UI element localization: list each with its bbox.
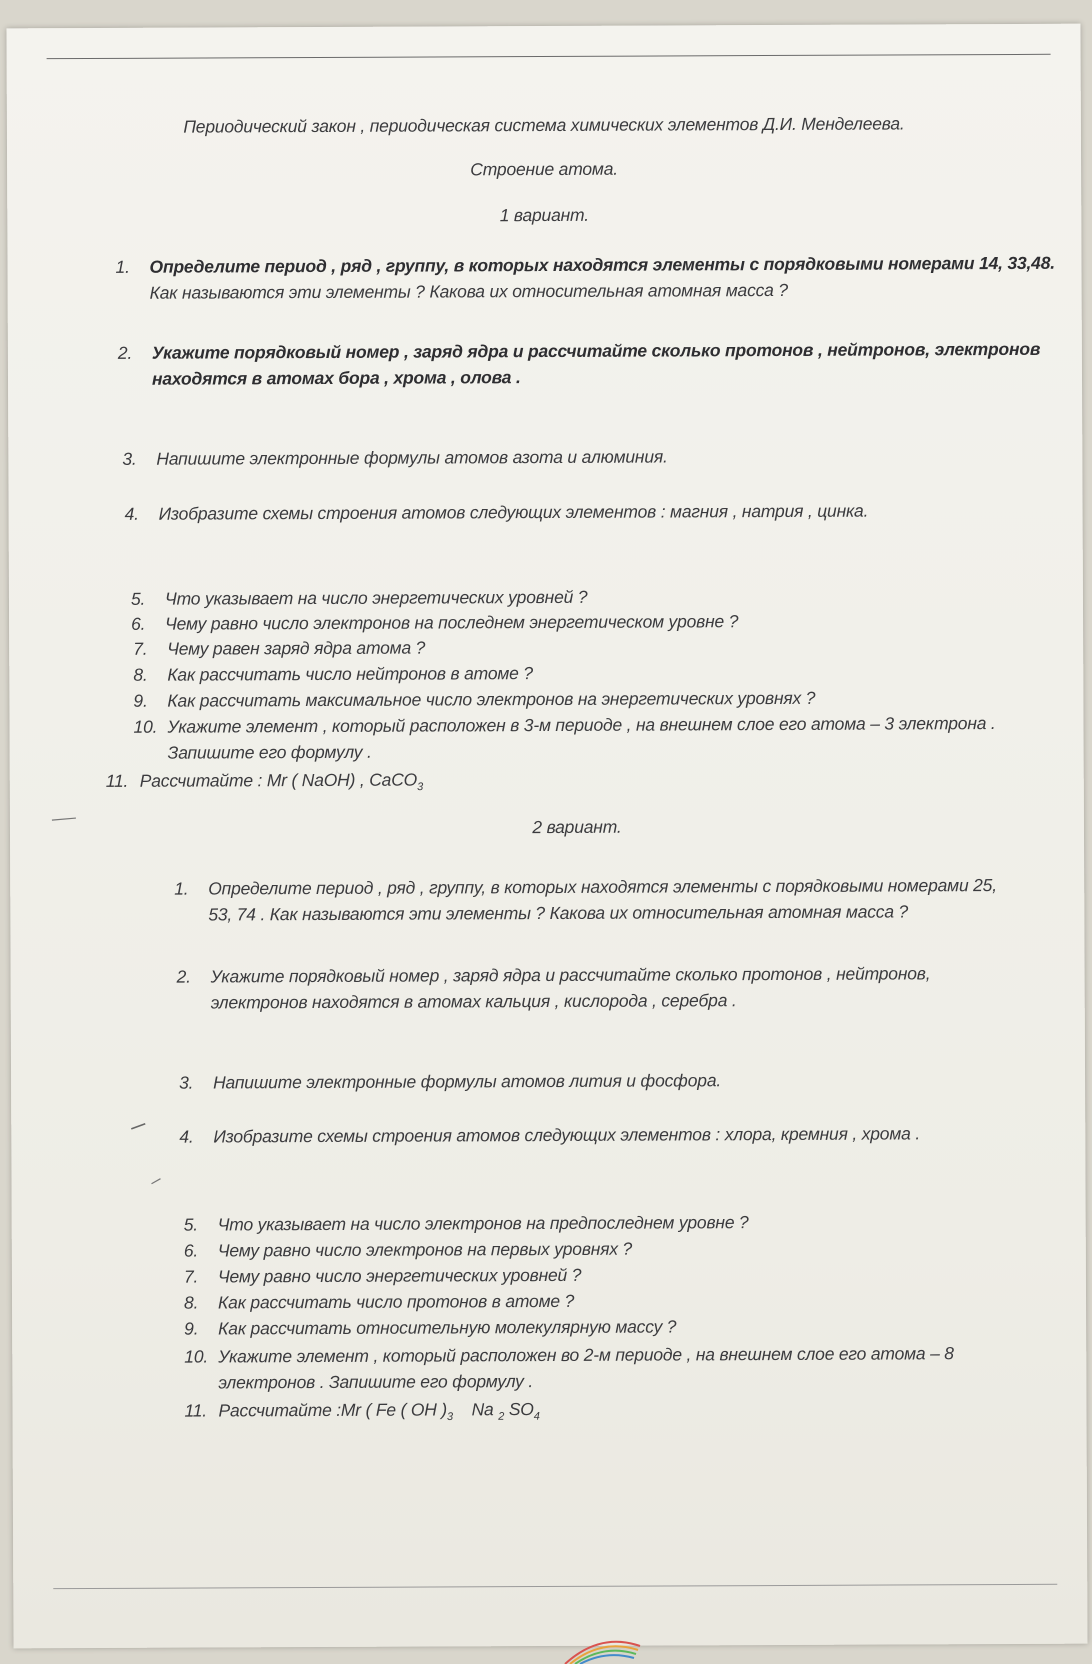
v2-q2-line2: электронов находятся в атомах кальция , кислорода , серебра . [210, 990, 737, 1013]
v2-q8: 8. Как рассчитать число протонов в атоме ? [183, 1290, 575, 1313]
margin-tick-mark [50, 814, 80, 824]
q-number: 11. [184, 1400, 207, 1421]
v2-q9: 9. Как рассчитать относительную молекулярную массу ? [184, 1316, 677, 1339]
q-number: 6. [131, 613, 146, 634]
v1-q7: 7. Чему равен заряд ядра атома ? [133, 637, 426, 659]
v1-q3: 3. Напишите электронные формулы атомов азота и алюминия. [122, 446, 668, 469]
q-number: 10. [133, 716, 158, 737]
v1-q1-line2: Как называются эти элементы ? Какова их относительная атомная масса ? [149, 279, 788, 303]
v1-q4: 4. Изобразите схемы строения атомов следующих элементов : магния , натрия , цинка. [124, 500, 869, 524]
v1-q8: 8. Как рассчитать число нейтронов в атоме ? [133, 663, 533, 685]
v2-q4: 4. Изобразите схемы строения атомов следующих элементов : хлора, кремния , хрома . [179, 1123, 921, 1147]
q-number: 11. [105, 770, 129, 791]
q-number: 5. [183, 1214, 198, 1235]
q-number: 1. [174, 878, 189, 899]
v1-q11: 11. Рассчитайте : Mr ( NaOH) , CaCO$_3$ [105, 769, 424, 794]
q-number: 1. [115, 256, 130, 277]
v1-q2-line1: 2. Укажите порядковый номер , заряд ядра и рассчитайте сколько протонов , нейтронов, электронов [117, 338, 1041, 363]
v1-q5: 5. Что указывает на число энергетических уровней ? [130, 586, 588, 609]
v2-q6: 6. Чему равно число электронов на первых уровнях ? [183, 1238, 633, 1261]
v2-q5: 5. Что указывает на число электронов на предпоследнем уровне ? [183, 1212, 749, 1235]
v2-q3: 3. Напишите электронные формулы атомов лития и фосфора. [179, 1070, 722, 1093]
v2-q2-line1: 2. Укажите порядковый номер , заряд ядра и рассчитайте сколько протонов , нейтронов, [176, 963, 931, 987]
page-title: Периодический закон , периодическая система химических элементов Д.И. Менделеева. [183, 113, 905, 137]
margin-tick-mark [129, 1120, 149, 1132]
v2-q11: 11. Рассчитайте :Mr ( Fe ( OH )$_3$ Na $_2$ $SO_4$ [184, 1399, 540, 1423]
underlying-sheet-logo [560, 1628, 680, 1664]
variant-2-heading: 2 вариант. [532, 816, 622, 838]
q-number: 9. [184, 1318, 199, 1339]
v2-q1-line2: 53, 74 . Как называются эти элементы ? Какова их относительная атомная масса ? [208, 901, 909, 925]
q-number: 3. [122, 448, 137, 469]
v1-q10-line2: Запишите его формулу . [167, 741, 372, 763]
q-number: 2. [176, 966, 191, 987]
v1-q1-line1: 1. Определите период , ряд , группу, в которых находятся элементы с порядковыми номерами 14, 33,48. [115, 252, 1055, 277]
v1-q9: 9. Как рассчитать максимальное число электронов на энергетических уровнях ? [133, 687, 816, 711]
q-number: 3. [179, 1072, 194, 1093]
v2-q10-line2: электронов . Запишите его формулу . [218, 1371, 534, 1393]
q-number: 9. [133, 690, 148, 711]
top-rule [47, 54, 1051, 59]
v1-q2-line2: находятся в атомах бора , хрома , олова . [151, 367, 521, 389]
v2-q7: 7. Чему равно число энергетических уровней ? [183, 1264, 582, 1287]
v1-q6: 6. Чему равно число электронов на последнем энергетическом уровне ? [131, 611, 739, 634]
q-number: 8. [183, 1292, 199, 1313]
page-subtitle: Строение атома. [470, 158, 618, 180]
margin-tick-mark [149, 1176, 163, 1186]
q-number: 7. [183, 1266, 199, 1287]
variant-1-heading: 1 вариант. [499, 204, 589, 226]
bottom-rule [53, 1584, 1057, 1589]
worksheet-page [6, 24, 1087, 1649]
q-number: 4. [124, 503, 139, 524]
v1-q10-line1: 10. Укажите элемент , который расположен в 3-м периоде , на внешнем слое его атома – 3 электрона . [133, 713, 996, 737]
q-number: 5. [130, 588, 146, 609]
q-number: 10. [184, 1346, 209, 1367]
q-number: 4. [179, 1126, 194, 1147]
q-number: 7. [133, 638, 148, 659]
q-number: 6. [183, 1240, 199, 1261]
v2-q10-line1: 10. Укажите элемент , который расположен во 2-м периоде , на внешнем слое его атома – 8 [184, 1343, 954, 1367]
v2-q1-line1: 1. Определите период , ряд , группу, в которых находятся элементы с порядковыми номерами 25, [174, 875, 997, 899]
q-number: 2. [117, 342, 133, 363]
q-number: 8. [133, 664, 148, 685]
